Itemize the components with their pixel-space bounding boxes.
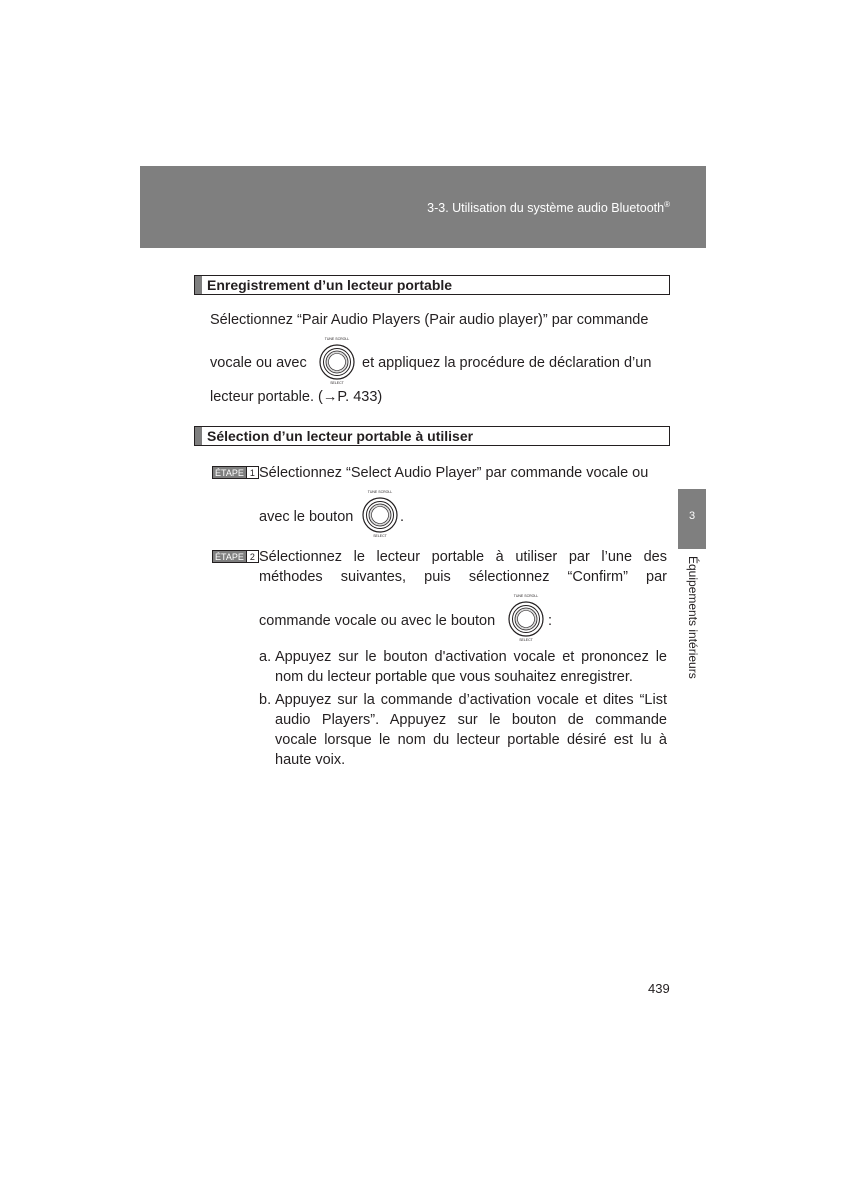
step-2-text: Sélectionnez le lecteur portable à utiliser par l’une des [259,549,667,565]
header-band [140,166,706,248]
chapter-tab-label: Équipements intérieurs [686,556,700,679]
svg-text:SELECT: SELECT [373,534,387,538]
tune-select-knob-icon [317,335,357,385]
step-2-text: commande vocale ou avec le bouton [259,613,496,629]
body-text: vocale ou avec [210,355,307,371]
svg-text:TUNE SCROLL: TUNE SCROLL [324,337,350,341]
option-b-text: Appuyez sur la commande d’activation vocale et dites “List [275,692,667,708]
step-1-text: . [400,509,405,525]
section-heading-text: Sélection d’un lecteur portable à utiliser [207,428,474,444]
section-heading-registration [194,275,670,295]
svg-text:TUNE SCROLL: TUNE SCROLL [513,594,539,598]
body-text: Sélectionnez “Pair Audio Players (Pair audio player)” par commande [210,312,649,328]
option-b-text: haute voix. [275,752,346,768]
chapter-tab-number: 3 [688,510,696,522]
section-heading-text: Enregistrement d’un lecteur portable [207,277,453,293]
svg-text:TUNE SCROLL: TUNE SCROLL [367,490,393,494]
body-text: et appliquez la procédure de déclaration d’un [362,355,652,371]
step-1-text: Sélectionnez “Select Audio Player” par commande vocale ou [259,465,649,481]
option-b-text: audio Players”. Appuyez sur le bouton de commande [275,712,667,728]
tune-select-knob-icon [360,488,400,538]
page-number: 439 [648,981,670,996]
option-b-text: vocale lorsque le nom du lecteur portable désiré est lu à [275,732,667,748]
tune-select-knob-icon [506,592,546,642]
option-b-prefix: b. [259,692,272,708]
step-2-text: : [548,613,553,629]
section-heading-selection [194,426,670,446]
step-badge-1: ÉTAPE 1 [212,466,259,479]
step-1-text: avec le bouton [259,509,354,525]
chapter-title: 3-3. Utilisation du système audio Bluetooth® [427,200,670,215]
option-a-text: Appuyez sur le bouton d'activation vocale et prononcez le [275,649,667,665]
option-a-text: nom du lecteur portable que vous souhaitez enregistrer. [275,669,633,685]
svg-text:SELECT: SELECT [519,638,533,642]
step-2-text: méthodes suivantes, puis sélectionnez “Confirm” par [259,569,667,585]
svg-text:SELECT: SELECT [330,381,344,385]
step-badge-2: ÉTAPE 2 [212,550,259,563]
option-a-prefix: a. [259,649,272,665]
chapter-tab [678,489,706,549]
body-text: lecteur portable. (→P. 433) [210,389,383,405]
